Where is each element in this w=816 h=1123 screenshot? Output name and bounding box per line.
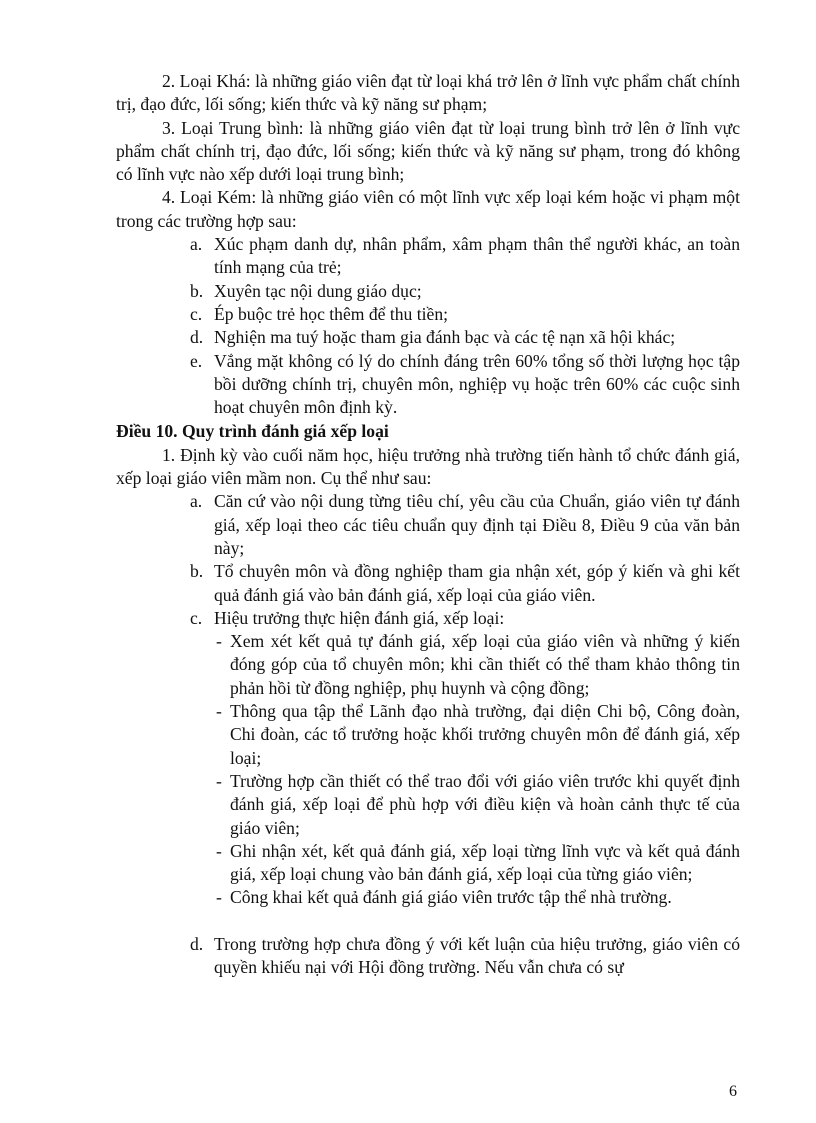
paragraph-intro: 1. Định kỳ vào cuối năm học, hiệu trưởng nhà trường tiến hành tổ chức đánh giá, xếp loại giáo viên mầm non. Cụ thể như sau: — [116, 444, 740, 489]
list-item: d. Nghiện ma tuý hoặc tham gia đánh bạc và các tệ nạn xã hội khác; — [190, 327, 676, 348]
list-item: a. Xúc phạm danh dự, nhân phẩm, xâm phạm thân thể người khác, an toàn tính mạng của trẻ; — [190, 234, 740, 278]
paragraph-loai-kem: 4. Loại Kém: là những giáo viên có một lĩnh vực xếp loại kém hoặc vi phạm một trong các trường hợp sau: — [116, 187, 740, 231]
list-item: e. Vắng mặt không có lý do chính đáng trên 60% tổng số thời lượng học tập bồi dưỡng chính trị, chuyên môn, nghiệp vụ hoặc trên 60% các cuộc sinh hoạt chuyên môn định kỳ. — [190, 350, 740, 418]
principal-steps-list — [116, 630, 740, 910]
list-item: c. Ép buộc trẻ học thêm để thu tiền; — [190, 303, 449, 324]
process-list-continued — [116, 933, 740, 980]
list-item: - Trường hợp cần thiết có thể trao đổi với giáo viên trước khi quyết định đánh giá, xếp loại để phù hợp với điều kiện và hoàn cảnh thực tế của giáo viên; — [216, 770, 740, 838]
process-list — [116, 490, 740, 630]
section-heading: Điều 10. Quy trình đánh giá xếp loại — [116, 421, 389, 442]
list-item: d. Trong trường hợp chưa đồng ý với kết luận của hiệu trưởng, giáo viên có quyền khiếu nại với Hội đồng trường. Nếu vẫn chưa có sự — [190, 933, 740, 977]
list-item: - Xem xét kết quả tự đánh giá, xếp loại của giáo viên và những ý kiến đóng góp của tổ chuyên môn; khi cần thiết có thể tham khảo thông tin phản hồi từ đồng nghiệp, phụ huynh và cộng đồng; — [216, 631, 740, 698]
list-item: b. Tổ chuyên môn và đồng nghiệp tham gia nhận xét, góp ý kiến và ghi kết quả đánh giá vào bản đánh giá, xếp loại của giáo viên. — [190, 561, 740, 605]
paragraph-loai-kha: 2. Loại Khá: là những giáo viên đạt từ loại khá trở lên ở lĩnh vực phẩm chất chính trị, đạo đức, lối sống; kiến thức và kỹ năng sư phạm; — [116, 71, 740, 115]
list-item: - Công khai kết quả đánh giá giáo viên trước tập thể nhà trường. — [216, 887, 672, 908]
list-item: - Thông qua tập thể Lãnh đạo nhà trường, đại diện Chi bộ, Công đoàn, Chi đoàn, các tổ trưởng hoặc khối trưởng chuyên môn để đánh giá, xếp loại; — [216, 701, 740, 768]
kem-violations-list — [116, 233, 740, 419]
paragraph-loai-trung-binh: 3. Loại Trung bình: là những giáo viên đạt từ loại trung bình trở lên ở lĩnh vực phẩm chất chính trị, đạo đức, lối sống; kiến thức và kỹ năng sư phạm, trong đó không có lĩnh vực nào xếp dưới loại trung bình; — [116, 117, 740, 185]
list-item: c. Hiệu trưởng thực hiện đánh giá, xếp loại: — [190, 607, 505, 628]
list-item: a. Căn cứ vào nội dung từng tiêu chí, yêu cầu của Chuẩn, giáo viên tự đánh giá, xếp loại theo các tiêu chuẩn quy định tại Điều 8, Điều 9 của văn bản này; — [190, 491, 740, 558]
list-item: b. Xuyên tạc nội dung giáo dục; — [190, 280, 422, 301]
list-item: - Ghi nhận xét, kết quả đánh giá, xếp loại từng lĩnh vực và kết quả đánh giá, xếp loại chung vào bản đánh giá, xếp loại của từng giáo viên; — [216, 840, 740, 885]
document-page — [116, 70, 740, 979]
page-number: 6 — [729, 1083, 737, 1100]
spacer — [116, 910, 740, 933]
